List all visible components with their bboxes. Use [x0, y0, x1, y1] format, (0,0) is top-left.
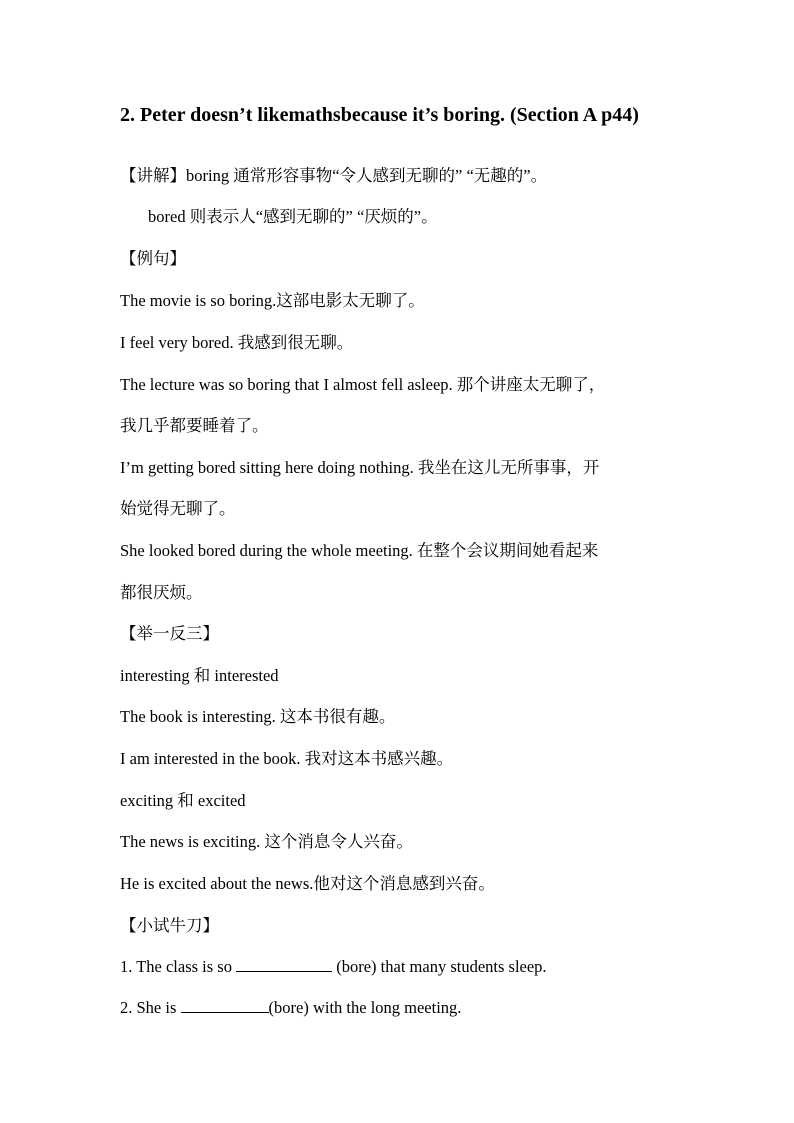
- question-text: 2. She is: [120, 998, 181, 1017]
- answer-blank[interactable]: [181, 996, 269, 1013]
- extend-sentence: The news is exciting. 这个消息令人兴奋。: [120, 832, 413, 851]
- answer-blank[interactable]: [236, 955, 332, 972]
- example-sentence-continued: 我几乎都要睡着了。: [120, 416, 269, 435]
- examples-heading: 【例句】: [120, 249, 186, 268]
- example-sentence: I’m getting bored sitting here doing nothing. 我坐在这儿无所事事，开: [120, 458, 600, 477]
- question-text: (bore) with the long meeting.: [268, 998, 462, 1017]
- example-sentence: She looked bored during the whole meeting. 在整个会议期间她看起来: [120, 541, 599, 560]
- extend-sentence: The book is interesting. 这本书很有趣。: [120, 707, 396, 726]
- word-pair: exciting 和 excited: [120, 791, 246, 810]
- example-sentence: The lecture was so boring that I almost fell asleep. 那个讲座太无聊了，: [120, 375, 606, 394]
- example-sentence: The movie is so boring.这部电影太无聊了。: [120, 291, 425, 310]
- practice-question-2: [120, 996, 461, 1020]
- extend-heading: 【举一反三】: [120, 624, 219, 643]
- question-text: (bore) that many students sleep.: [332, 957, 547, 976]
- example-sentence: I feel very bored. 我感到很无聊。: [120, 333, 354, 352]
- word-pair: interesting 和 interested: [120, 666, 279, 685]
- explanation-line-2: bored 则表示人“感到无聊的” “厌烦的”。: [148, 207, 438, 226]
- section-title: 2. Peter doesn’t likemathsbecause it’s boring. (Section A p44): [120, 104, 639, 126]
- practice-heading: 【小试牛刀】: [120, 916, 219, 935]
- explanation-line-1: 【讲解】boring 通常形容事物“令人感到无聊的” “无趣的”。: [120, 166, 548, 185]
- practice-question-1: [120, 955, 547, 979]
- example-sentence-continued: 都很厌烦。: [120, 583, 203, 602]
- question-text: 1. The class is so: [120, 957, 237, 976]
- example-sentence-continued: 始觉得无聊了。: [120, 499, 236, 518]
- extend-sentence: I am interested in the book. 我对这本书感兴趣。: [120, 749, 454, 768]
- extend-sentence: He is excited about the news.他对这个消息感到兴奋。: [120, 874, 495, 893]
